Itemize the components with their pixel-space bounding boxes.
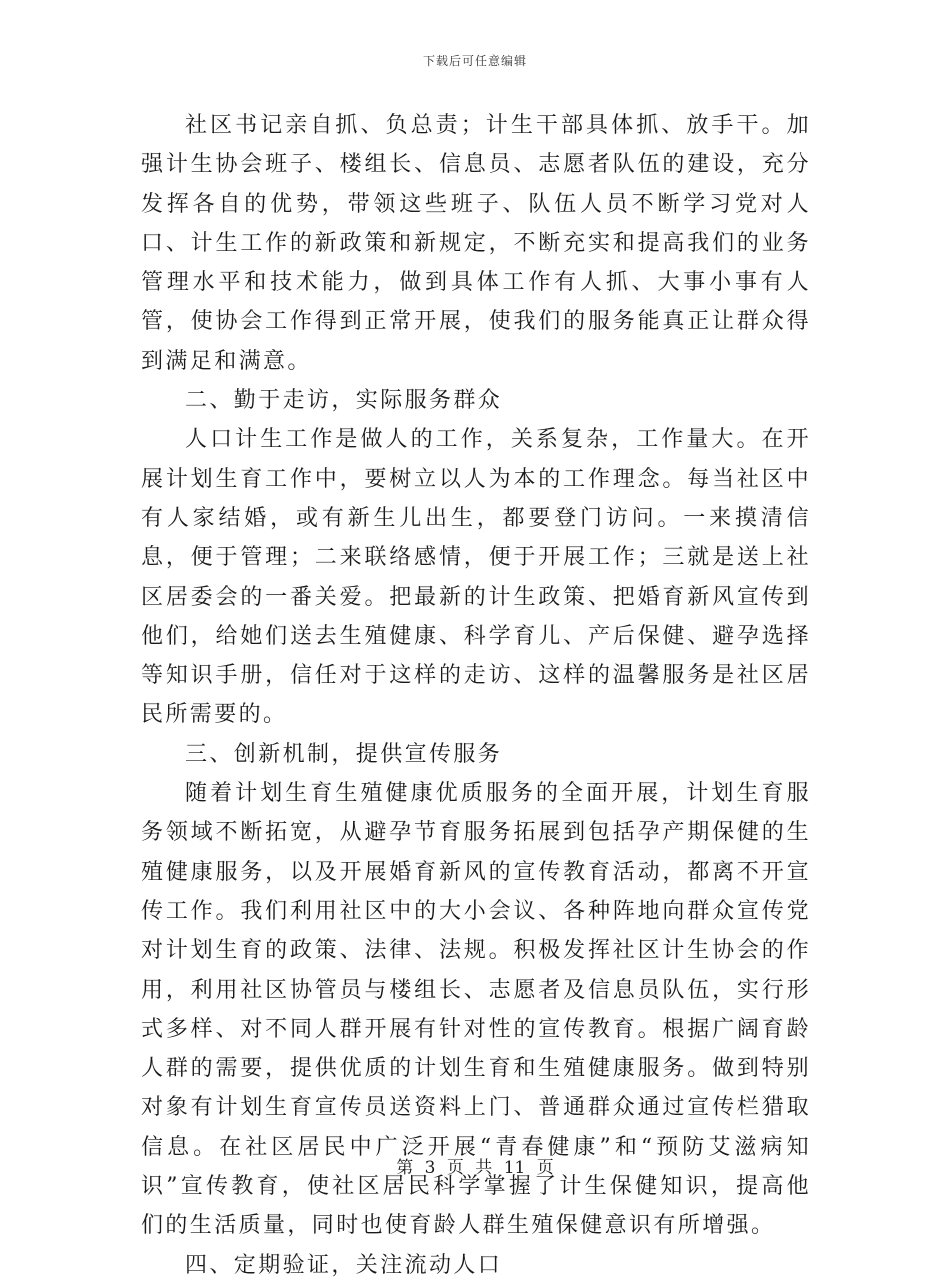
document-body	[141, 106, 811, 1285]
section-heading-4: 四、定期验证，关注流动人口	[185, 1252, 503, 1278]
page-footer: 第 3 页 共 11 页	[396, 1158, 554, 1178]
section-heading-3: 三、创新机制，提供宣传服务	[185, 741, 503, 767]
page-header: 下载后可任意编辑	[422, 54, 527, 68]
paragraph-1: 社区书记亲自抓、负总责；计生干部具体抓、放手干。加强计生协会班子、楼组长、信息员、志愿者队伍的建设，充分发挥各自的优势，带领这些班子、队伍人员不断学习党对人口、计生工作的新政策和新规定，不断充实和提高我们的业务管理水平和技术能力，做到具体工作有人抓、大事小事有人管，使协会工作得到正常开展，使我们的服务能真正让群众得到满足和满意。	[141, 113, 811, 374]
paragraph-2: 人口计生工作是做人的工作，关系复杂，工作量大。在开展计划生育工作中，要树立以人为本的工作理念。每当社区中有人家结婚，或有新生儿出生，都要登门访问。一来摸清信息，便于管理；二来联络感情，便于开展工作；三就是送上社区居委会的一番关爱。把最新的计生政策、把婚育新风宣传到他们，给她们送去生殖健康、科学育儿、产后保健、避孕选择等知识手册，信任对于这样的走访、这样的温馨服务是社区居民所需要的。	[141, 427, 811, 728]
paragraph-3: 随着计划生育生殖健康优质服务的全面开展，计划生育服务领域不断拓宽，从避孕节育服务拓展到包括孕产期保健的生殖健康服务，以及开展婚育新风的宣传教育活动，都离不开宣传工作。我们利用社区中的大小会议、各种阵地向群众宣传党对计划生育的政策、法律、法规。积极发挥社区计生协会的作用，利用社区协管员与楼组长、志愿者及信息员队伍，实行形式多样、对不同人群开展有针对性的宣传教育。根据广阔育龄人群的需要，提供优质的计划生育和生殖健康服务。做到特别对象有计划生育宣传员送资料上门、普通群众通过宣传栏猎取信息。在社区居民中广泛开展“青春健康”和“预防艾滋病知识”宣传教育，使社区居民科学掌握了计生保健知识，提高他们的生活质量，同时也使育龄人群生殖保健意识有所增强。	[141, 781, 811, 1239]
section-heading-2: 二、勤于走访，实际服务群众	[185, 388, 503, 414]
